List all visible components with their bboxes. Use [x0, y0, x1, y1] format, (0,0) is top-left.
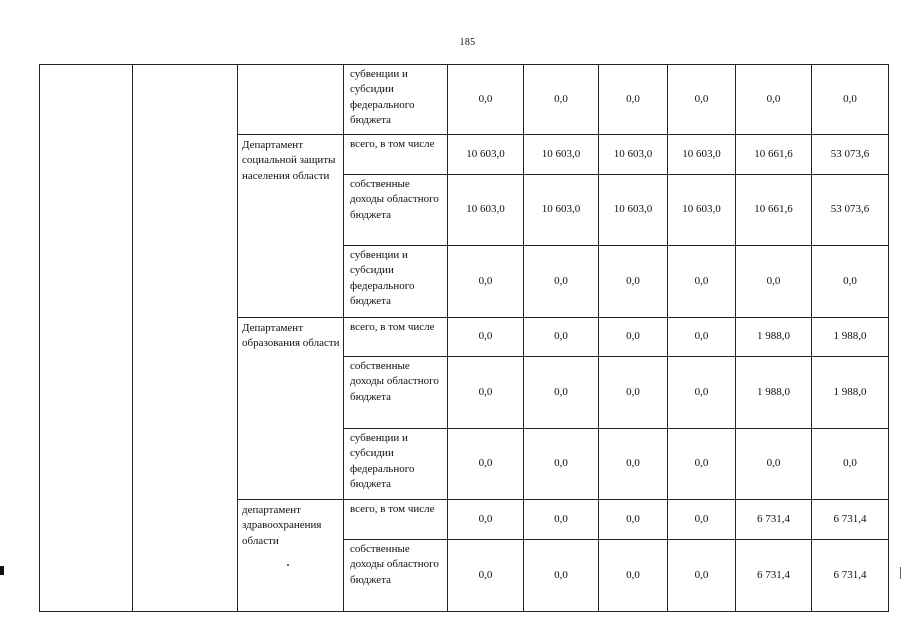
- funding-source-cell: субвенции и субсидии федерального бюджета: [344, 65, 448, 135]
- funding-source-cell: собственные доходы областного бюджета: [344, 175, 448, 246]
- scan-artifact-right: [900, 567, 901, 579]
- scan-artifact-left: [0, 566, 4, 575]
- value-cell: 0,0: [524, 246, 599, 318]
- value-cell: 10 603,0: [448, 175, 524, 246]
- value-cell: 1 988,0: [812, 318, 889, 357]
- value-cell: 0,0: [524, 429, 599, 500]
- value-cell: 0,0: [448, 318, 524, 357]
- value-cell: 10 603,0: [599, 175, 668, 246]
- department-cell: [238, 65, 344, 135]
- value-cell: 10 661,6: [736, 175, 812, 246]
- value-cell: 10 603,0: [524, 135, 599, 175]
- value-cell: 0,0: [812, 65, 889, 135]
- value-cell: 0,0: [524, 318, 599, 357]
- value-cell: 0,0: [736, 246, 812, 318]
- value-cell: 1 988,0: [812, 357, 889, 429]
- value-cell: 6 731,4: [812, 540, 889, 612]
- value-cell: 6 731,4: [812, 500, 889, 540]
- value-cell: 0,0: [668, 357, 736, 429]
- value-cell: 0,0: [524, 540, 599, 612]
- value-cell: 0,0: [524, 500, 599, 540]
- value-cell: 1 988,0: [736, 318, 812, 357]
- department-social-protection: Департамент социальной защиты населения области: [238, 135, 344, 318]
- value-cell: 0,0: [599, 429, 668, 500]
- blank-column-2: [133, 65, 238, 612]
- value-cell: 0,0: [668, 540, 736, 612]
- value-cell: 10 603,0: [668, 135, 736, 175]
- funding-source-cell: всего, в том числе: [344, 135, 448, 175]
- funding-source-cell: субвенции и субсидии федерального бюджета: [344, 429, 448, 500]
- page-number: 185: [459, 37, 476, 48]
- value-cell: 53 073,6: [812, 135, 889, 175]
- value-cell: 0,0: [599, 65, 668, 135]
- value-cell: 53 073,6: [812, 175, 889, 246]
- value-cell: 0,0: [524, 65, 599, 135]
- budget-table: [39, 64, 889, 612]
- value-cell: 10 603,0: [448, 135, 524, 175]
- value-cell: 0,0: [736, 65, 812, 135]
- value-cell: 6 731,4: [736, 540, 812, 612]
- funding-source-cell: всего, в том числе: [344, 318, 448, 357]
- funding-source-cell: всего, в том числе: [344, 500, 448, 540]
- value-cell: 0,0: [448, 65, 524, 135]
- value-cell: 10 603,0: [524, 175, 599, 246]
- value-cell: 0,0: [599, 246, 668, 318]
- value-cell: 1 988,0: [736, 357, 812, 429]
- value-cell: 0,0: [448, 429, 524, 500]
- value-cell: 0,0: [599, 500, 668, 540]
- funding-source-cell: собственные доходы областного бюджета: [344, 357, 448, 429]
- value-cell: 0,0: [668, 318, 736, 357]
- value-cell: 10 603,0: [599, 135, 668, 175]
- value-cell: 6 731,4: [736, 500, 812, 540]
- value-cell: 0,0: [524, 357, 599, 429]
- value-cell: 0,0: [448, 246, 524, 318]
- value-cell: 0,0: [668, 500, 736, 540]
- value-cell: 0,0: [736, 429, 812, 500]
- value-cell: 0,0: [448, 540, 524, 612]
- value-cell: 0,0: [599, 357, 668, 429]
- value-cell: 0,0: [668, 246, 736, 318]
- value-cell: 0,0: [599, 540, 668, 612]
- department-health: департамент здравоохранения области: [238, 500, 344, 612]
- value-cell: 0,0: [448, 357, 524, 429]
- value-cell: 0,0: [448, 500, 524, 540]
- table-row: [40, 65, 889, 135]
- value-cell: 10 603,0: [668, 175, 736, 246]
- value-cell: 0,0: [812, 246, 889, 318]
- value-cell: 0,0: [599, 318, 668, 357]
- value-cell: 10 661,6: [736, 135, 812, 175]
- blank-column-1: [40, 65, 133, 612]
- value-cell: 0,0: [668, 429, 736, 500]
- value-cell: 0,0: [812, 429, 889, 500]
- funding-source-cell: субвенции и субсидии федерального бюджета: [344, 246, 448, 318]
- value-cell: 0,0: [668, 65, 736, 135]
- funding-source-cell: собственные доходы областного бюджета: [344, 540, 448, 612]
- scan-artifact-dot: [287, 564, 289, 566]
- department-education: Департамент образования области: [238, 318, 344, 500]
